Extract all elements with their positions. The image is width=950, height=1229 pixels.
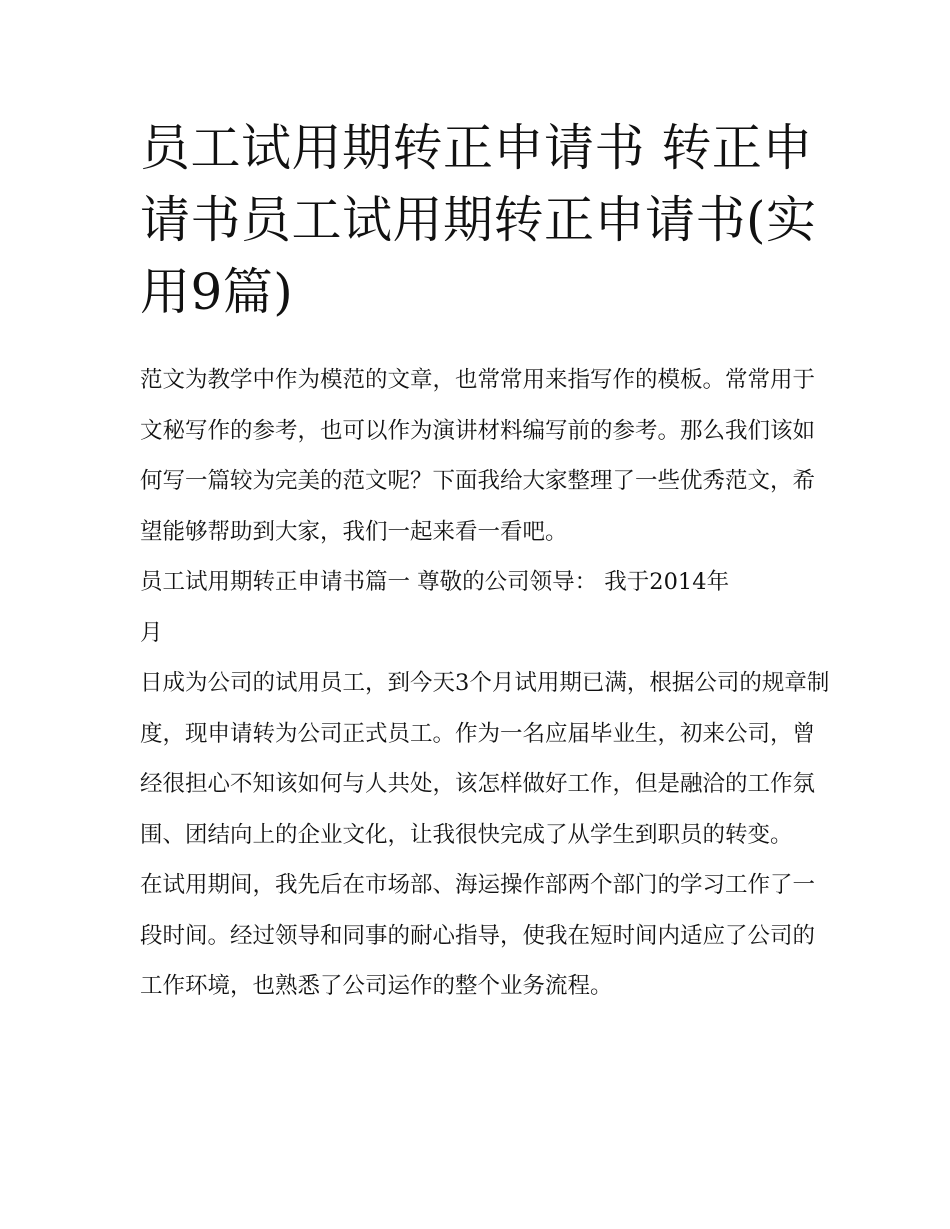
intro-paragraph: 范文为教学中作为模范的文章，也常常用来指写作的模板。常常用于文秘写作的参考，也可以作为演讲材料编写前的参考。那么我们该如何写一篇较为完美的范文呢？下面我给大家整理了一些优秀范文，希望能够帮助到大家，我们一起来看一看吧。 [140, 367, 816, 545]
section-heading-paragraph: 员工试用期转正申请书篇一 尊敬的公司领导： 我于2014年 [140, 569, 730, 595]
body-paragraph: 在试用期间，我先后在市场部、海运操作部两个部门的学习工作了一段时间。经过领导和同事的耐心指导，使我在短时间内适应了公司的工作环境，也熟悉了公司运作的整个业务流程。 [140, 872, 816, 999]
body-paragraph: 日成为公司的试用员工，到今天3个月试用期已满，根据公司的规章制度，现申请转为公司正式员工。作为一名应届毕业生，初来公司，曾经很担心不知该如何与人共处，该怎样做好工作，但是融洽的工作氛围、团结向上的企业文化，让我很快完成了从学生到职员的转变。 [140, 670, 830, 848]
document-body [140, 355, 830, 1012]
document-title: 员工试用期转正申请书 转正申请书员工试用期转正申请书(实用9篇) [140, 119, 817, 321]
month-fragment: 月 [140, 619, 163, 646]
